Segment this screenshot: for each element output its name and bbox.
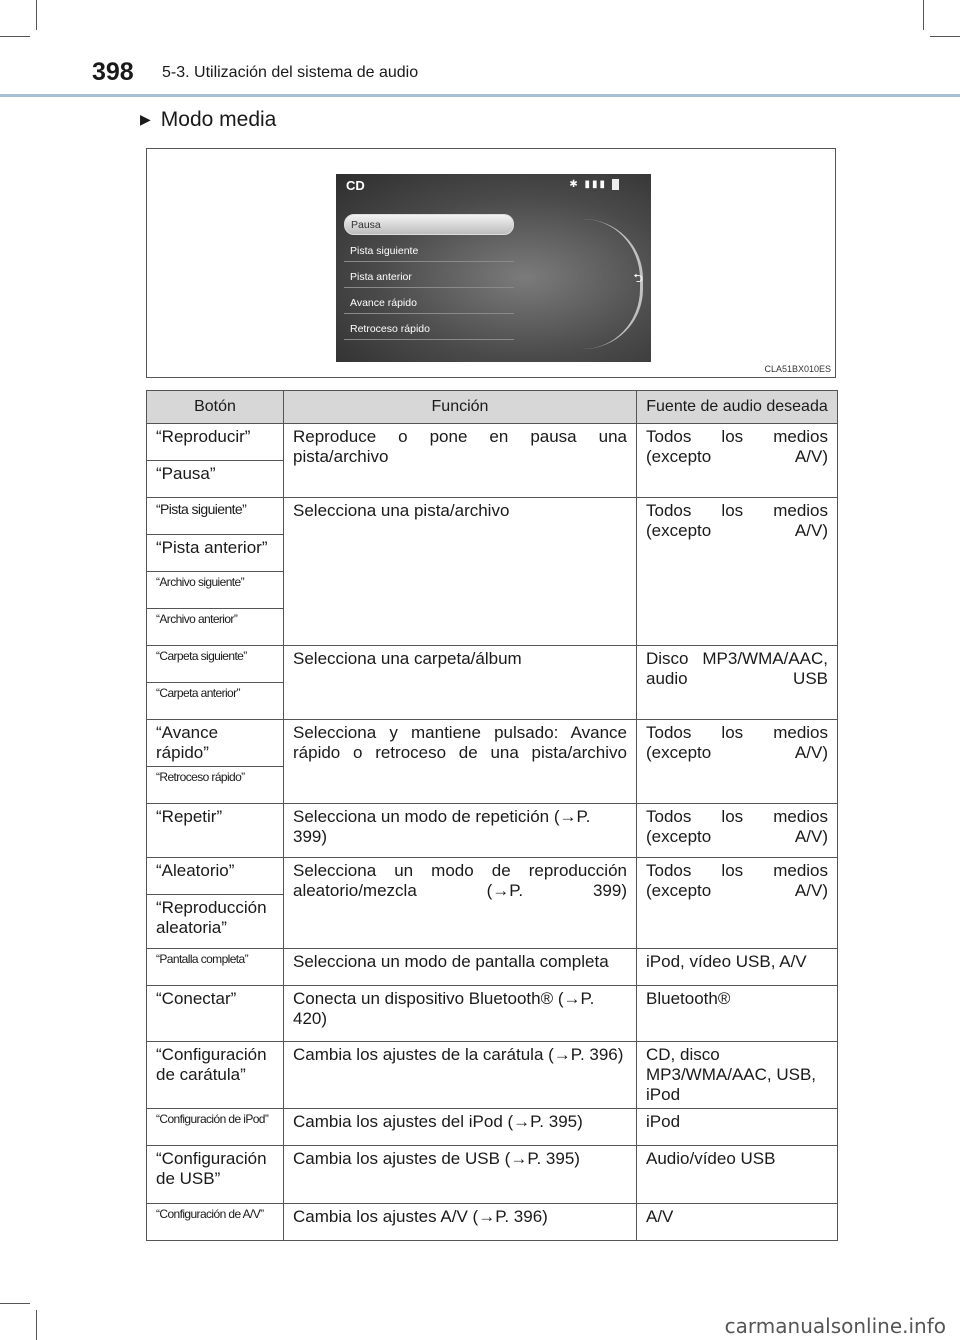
function-cell: Selecciona un modo de reproducción aleatorio/mezcla (→P. 399) bbox=[284, 858, 637, 949]
screen-title: CD bbox=[346, 178, 365, 193]
button-cell: “Configuración de USB” bbox=[147, 1146, 284, 1204]
battery-icon bbox=[612, 179, 619, 190]
button-cell: “Carpeta siguiente” bbox=[147, 646, 284, 683]
button-cell: “Conectar” bbox=[147, 986, 284, 1042]
function-cell: Selecciona un modo de repetición (→P. 399) bbox=[284, 804, 637, 858]
function-cell: Selecciona una carpeta/álbum bbox=[284, 646, 637, 720]
table-row bbox=[147, 949, 838, 986]
table-row bbox=[147, 498, 838, 535]
button-cell: “Pausa” bbox=[147, 461, 284, 498]
chapter-title: 5-3. Utilización del sistema de audio bbox=[162, 64, 419, 81]
menu-item-next-track[interactable]: Pista siguiente bbox=[344, 241, 514, 262]
crop-mark-bl-v bbox=[36, 1310, 37, 1340]
source-cell: Audio/vídeo USB bbox=[637, 1146, 838, 1204]
menu-item-fast-forward[interactable]: Avance rápido bbox=[344, 293, 514, 314]
function-cell: Cambia los ajustes de la carátula (→P. 396) bbox=[284, 1042, 637, 1109]
button-cell: “Pista anterior” bbox=[147, 535, 284, 572]
button-function-table bbox=[146, 390, 838, 1241]
crop-mark-tr-h bbox=[930, 36, 960, 37]
source-cell: Todos los medios (excepto A/V) bbox=[637, 720, 838, 804]
function-cell: Selecciona y mantiene pulsado: Avance rápido o retroceso de una pista/archivo bbox=[284, 720, 637, 804]
button-cell: “Reproducción aleatoria” bbox=[147, 895, 284, 949]
source-cell: A/V bbox=[637, 1204, 838, 1241]
triangle-bullet-icon: ▶ bbox=[140, 111, 151, 127]
crop-mark-tr-v bbox=[923, 0, 924, 30]
table-row bbox=[147, 646, 838, 683]
menu-item-pause[interactable]: Pausa bbox=[344, 214, 514, 235]
source-cell: iPod bbox=[637, 1109, 838, 1146]
function-cell: Selecciona una pista/archivo bbox=[284, 498, 637, 646]
page-header bbox=[0, 50, 960, 96]
figure-code: CLA51BX010ES bbox=[764, 364, 831, 374]
source-cell: Bluetooth® bbox=[637, 986, 838, 1042]
section-heading bbox=[140, 108, 276, 132]
source-cell: Todos los medios (excepto A/V) bbox=[637, 498, 838, 646]
page-number: 398 bbox=[92, 58, 134, 86]
menu-item-rewind[interactable]: Retroceso rápido bbox=[344, 319, 514, 340]
button-cell: “Archivo anterior” bbox=[147, 609, 284, 646]
header-rule bbox=[0, 94, 960, 97]
button-cell: “Configuración de A/V” bbox=[147, 1204, 284, 1241]
button-cell: “Carpeta anterior” bbox=[147, 683, 284, 720]
crop-mark bbox=[0, 0, 2, 30]
function-cell: Conecta un dispositivo Bluetooth® (→P. 420) bbox=[284, 986, 637, 1042]
status-icons: ✱ ▮▮▮ bbox=[569, 179, 607, 190]
function-cell: Cambia los ajustes del iPod (→P. 395) bbox=[284, 1109, 637, 1146]
button-cell: “Reproducir” bbox=[147, 424, 284, 461]
button-cell: “Aleatorio” bbox=[147, 858, 284, 895]
button-cell: “Configuración de carátula” bbox=[147, 1042, 284, 1109]
source-cell: Todos los medios (excepto A/V) bbox=[637, 804, 838, 858]
source-cell: CD, disco MP3/WMA/AAC, USB, iPod bbox=[637, 1042, 838, 1109]
button-cell: “Avance rápido” bbox=[147, 720, 284, 767]
display-screen bbox=[336, 174, 651, 362]
back-icon[interactable]: ⮌ bbox=[633, 271, 643, 285]
table-row bbox=[147, 804, 838, 858]
watermark: carmanualsonline.info bbox=[724, 1314, 946, 1338]
table-row bbox=[147, 1042, 838, 1109]
header-source: Fuente de audio deseada bbox=[637, 391, 838, 424]
table-header-row bbox=[147, 391, 838, 424]
source-cell: iPod, vídeo USB, A/V bbox=[637, 949, 838, 986]
table-row bbox=[147, 1109, 838, 1146]
button-cell: “Pista siguiente” bbox=[147, 498, 284, 535]
crop-mark-tl-v bbox=[36, 0, 37, 30]
table-row bbox=[147, 986, 838, 1042]
button-cell: “Repetir” bbox=[147, 804, 284, 858]
function-cell: Cambia los ajustes A/V (→P. 396) bbox=[284, 1204, 637, 1241]
crop-mark-bl-h bbox=[0, 1303, 30, 1304]
table-row bbox=[147, 720, 838, 767]
function-cell: Cambia los ajustes de USB (→P. 395) bbox=[284, 1146, 637, 1204]
screen-figure bbox=[146, 148, 836, 378]
function-cell: Reproduce o pone en pausa una pista/archivo bbox=[284, 424, 637, 498]
button-cell: “Configuración de iPod” bbox=[147, 1109, 284, 1146]
source-cell: Todos los medios (excepto A/V) bbox=[637, 858, 838, 949]
button-cell: “Pantalla completa” bbox=[147, 949, 284, 986]
button-cell: “Archivo siguiente” bbox=[147, 572, 284, 609]
source-cell: Todos los medios (excepto A/V) bbox=[637, 424, 838, 498]
table-row bbox=[147, 1146, 838, 1204]
section-title: Modo media bbox=[160, 108, 277, 131]
header-function: Función bbox=[284, 391, 637, 424]
table-row bbox=[147, 424, 838, 461]
crop-mark-tl-h bbox=[0, 36, 30, 37]
function-cell: Selecciona un modo de pantalla completa bbox=[284, 949, 637, 986]
source-cell: Disco MP3/WMA/AAC, audio USB bbox=[637, 646, 838, 720]
table-row bbox=[147, 858, 838, 895]
table-row bbox=[147, 1204, 838, 1241]
header-button: Botón bbox=[147, 391, 284, 424]
menu-item-previous-track[interactable]: Pista anterior bbox=[344, 267, 514, 288]
button-cell: “Retroceso rápido” bbox=[147, 767, 284, 804]
